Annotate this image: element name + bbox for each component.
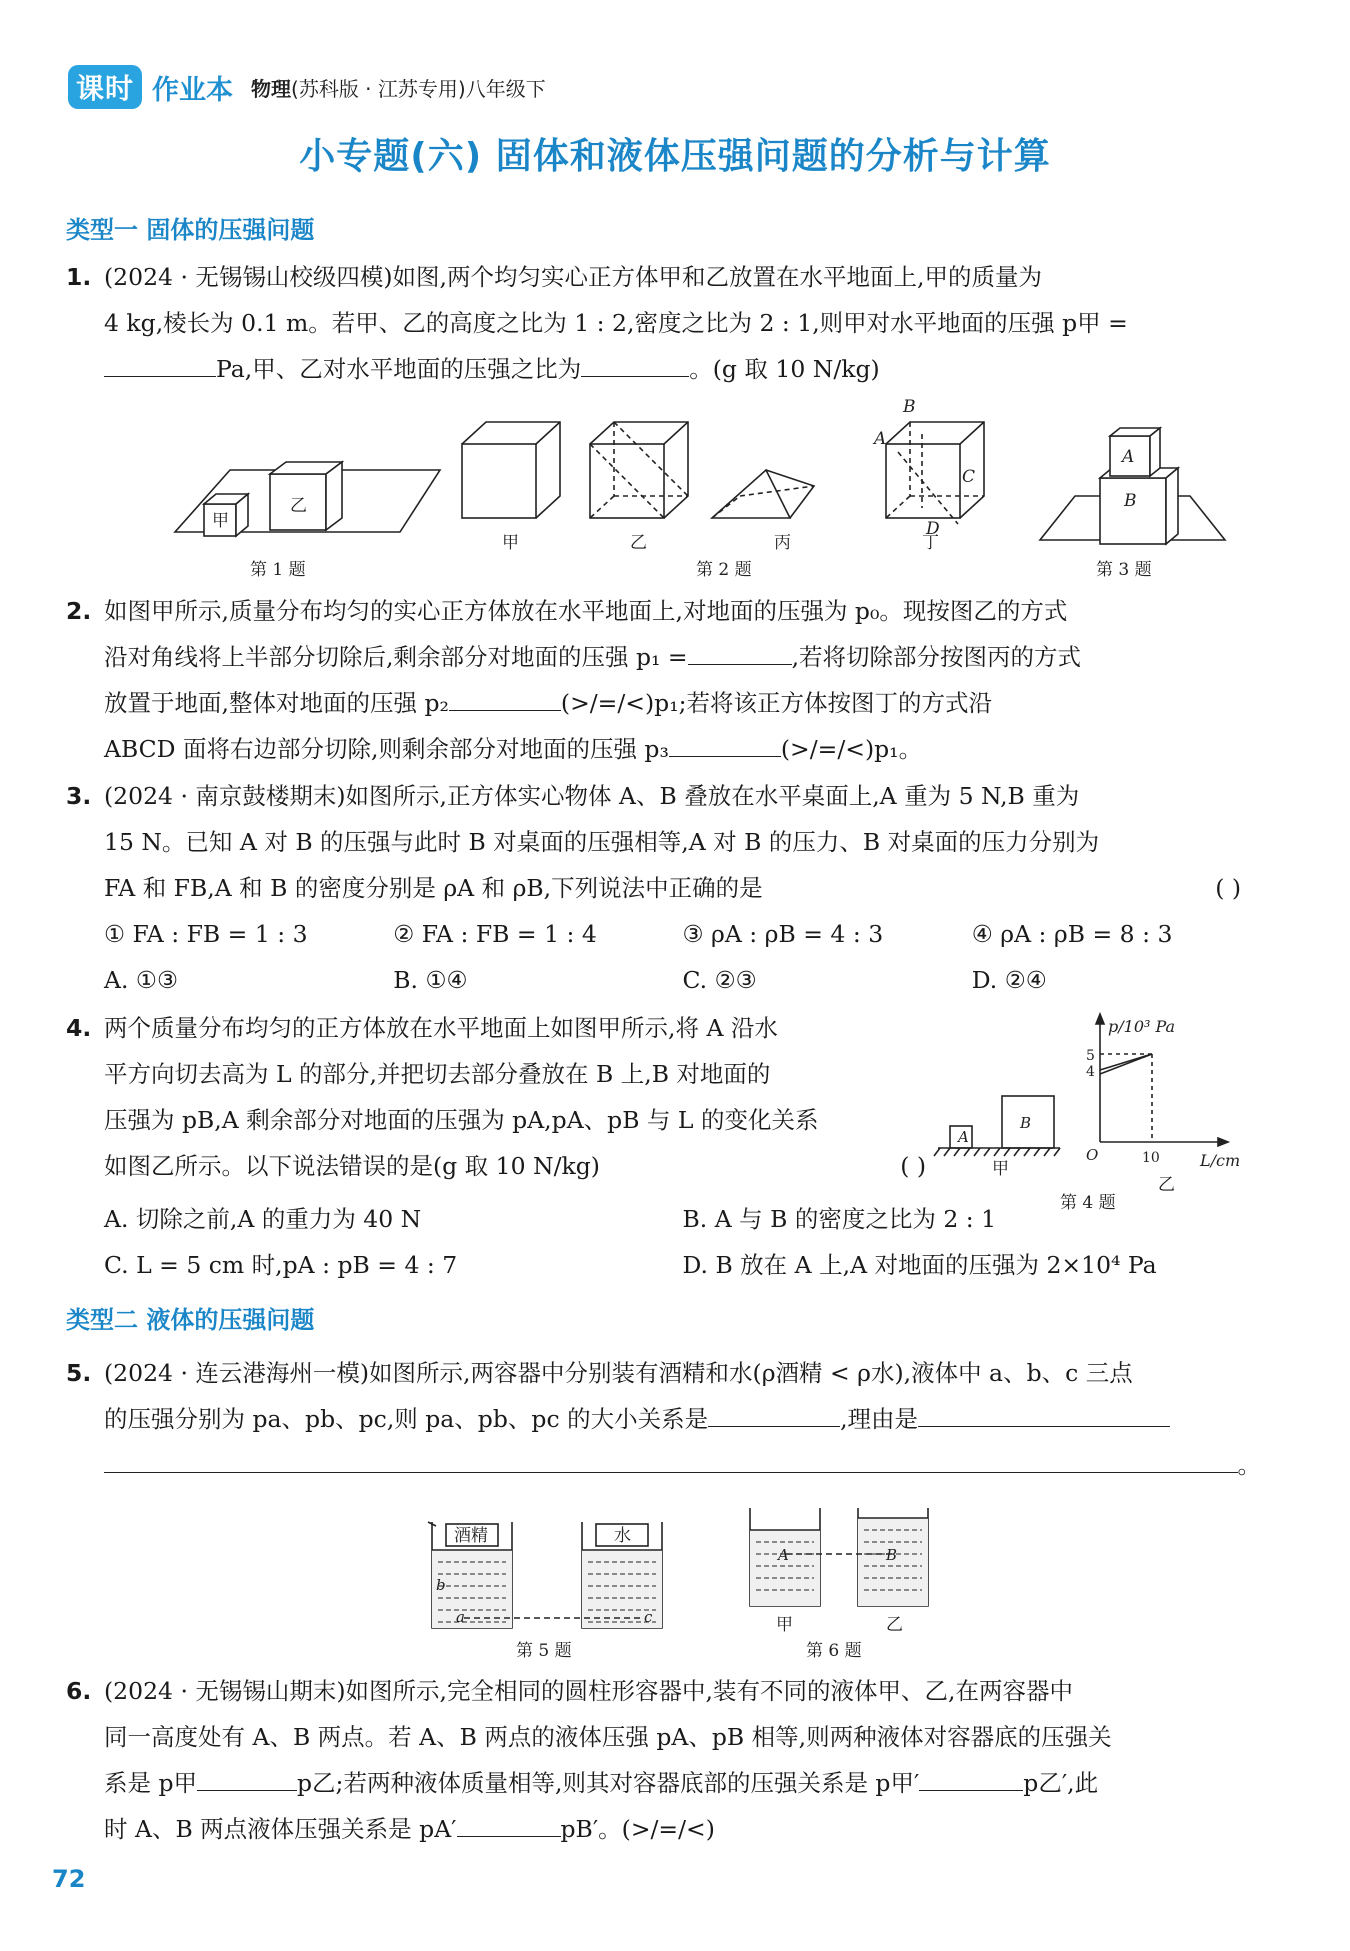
label-A: A [958, 1128, 969, 1146]
q5-line1: (2024 · 连云港海州一模)如图所示,两容器中分别装有酒精和水(ρ酒精 < ρ水),液体中 a、b、c 三点 [104, 1359, 1133, 1387]
section-heading-1: 类型一 固体的压强问题 [66, 216, 315, 244]
choice-option[interactable]: C. ②③ [682, 966, 757, 994]
page-header [68, 66, 546, 108]
q3-line3: FA 和 FB,A 和 B 的密度分别是 ρA 和 ρB,下列说法中正确的是 ( ) [104, 865, 1261, 911]
subject-label: 物理(苏科版 · 江苏专用)八年级下 [251, 76, 546, 101]
caption-fig2: 第 2 题 [696, 560, 752, 580]
label-jia: 甲 [776, 1615, 793, 1635]
question-6 [66, 1668, 1261, 1852]
answer-blank[interactable] [919, 1764, 1023, 1791]
choice-option[interactable]: C. L = 5 cm 时,pA : pB = 4 : 7 [104, 1251, 458, 1279]
point-b: b [436, 1576, 446, 1594]
answer-paren[interactable]: ( ) [1215, 874, 1241, 902]
caption-fig4: 第 4 题 [1060, 1193, 1116, 1213]
cube-fig2-jia [462, 444, 536, 518]
answer-blank[interactable] [104, 350, 216, 377]
tick-4: 4 [1086, 1064, 1095, 1080]
q5-line3: 。 [66, 1442, 1261, 1488]
origin-label: O [1086, 1146, 1099, 1164]
q6-line2: 同一高度处有 A、B 两点。若 A、B 两点的液体压强 pA、pB 相等,则两种液体对容器底的压强关 [104, 1723, 1112, 1751]
label-A: A [1122, 447, 1135, 467]
label-D: D [926, 519, 940, 539]
statement: ② FA : FB = 1 : 4 [393, 920, 597, 948]
choice-option[interactable]: A. 切除之前,A 的重力为 40 N [104, 1205, 422, 1233]
q2-line4: ABCD 面将右边部分切除,则剩余部分对地面的压强 p₃ (>/=/<)p₁。 [104, 726, 1261, 772]
figure-4 [930, 1010, 1260, 1213]
question-number: 1. [66, 263, 92, 291]
label-B: B [1124, 491, 1137, 511]
q6-line3: 系是 p甲 p乙;若两种液体质量相等,则其对容器底部的压强关系是 p甲′ p乙′,此 [104, 1760, 1261, 1806]
q3-line1: (2024 · 南京鼓楼期末)如图所示,正方体实心物体 A、B 叠放在水平桌面上,A 重为 5 N,B 重为 [104, 782, 1080, 810]
answer-blank[interactable] [449, 684, 561, 711]
label-ding: 丁 [922, 533, 939, 553]
choice-option[interactable]: D. ②④ [971, 966, 1047, 994]
answer-blank[interactable] [918, 1400, 1170, 1427]
q3-choices [104, 957, 1261, 1003]
answer-blank[interactable] [457, 1810, 561, 1837]
label-A: A [874, 429, 887, 449]
q3-statements [104, 911, 1261, 957]
answer-blank[interactable] [708, 1400, 840, 1427]
question-4 [66, 1005, 926, 1189]
label-yi: 乙 [1158, 1175, 1175, 1195]
q4-line4: 如图乙所示。以下说法错误的是(g 取 10 N/kg) ( ) [104, 1143, 926, 1189]
caption-fig5: 第 5 题 [516, 1641, 572, 1661]
answer-blank[interactable] [197, 1764, 297, 1791]
brand-name: 作业本 [152, 74, 234, 106]
question-5 [66, 1350, 1261, 1488]
page-number: 72 [52, 1865, 86, 1893]
logo: 课时 [68, 65, 142, 109]
q1-line3: Pa,甲、乙对水平地面的压强之比为 。(g 取 10 N/kg) [104, 346, 1261, 392]
answer-blank[interactable] [104, 1446, 1238, 1473]
q6-line1: (2024 · 无锡锡山期末)如图所示,完全相同的圆柱形容器中,装有不同的液体甲、乙,在两容器中 [104, 1677, 1073, 1705]
label-jia: 甲 [212, 511, 229, 531]
caption-fig3: 第 3 题 [1096, 560, 1152, 580]
q4-line1: 两个质量分布均匀的正方体放在水平地面上如图甲所示,将 A 沿水 [104, 1014, 778, 1042]
answer-blank[interactable] [669, 730, 781, 757]
label-water: 水 [614, 1526, 631, 1546]
q1-line1: (2024 · 无锡锡山校级四模)如图,两个均匀实心正方体甲和乙放置在水平地面上,甲的质量为 [104, 263, 1042, 291]
question-number: 4. [66, 1014, 92, 1042]
q2-line3: 放置于地面,整体对地面的压强 p₂ (>/=/<)p₁;若将该正方体按图丁的方式沿 [104, 680, 1261, 726]
q5-line2: 的压强分别为 pa、pb、pc,则 pa、pb、pc 的大小关系是 ,理由是 [104, 1396, 1261, 1442]
q2-line1: 如图甲所示,质量分布均匀的实心正方体放在水平地面上,对地面的压强为 p₀。现按图乙的方式 [104, 597, 1068, 625]
tick-5: 5 [1086, 1048, 1095, 1064]
figures-5-6 [420, 1490, 940, 1670]
label-C: C [962, 467, 976, 487]
q1-line2: 4 kg,棱长为 0.1 m。若甲、乙的高度之比为 1 : 2,密度之比为 2 : 1,则甲对水平地面的压强 p甲 = [104, 309, 1128, 337]
cube-fig2-yi [590, 444, 664, 518]
label-yi: 乙 [886, 1615, 903, 1635]
caption-fig1: 第 1 题 [250, 560, 306, 580]
tick-10: 10 [1142, 1150, 1160, 1166]
statement: ① FA : FB = 1 : 3 [104, 920, 308, 948]
label-yi: 乙 [630, 533, 647, 553]
question-number: 6. [66, 1677, 92, 1705]
q4-line2: 平方向切去高为 L 的部分,并把切去部分叠放在 B 上,B 对地面的 [104, 1060, 771, 1088]
figures-1-3 [0, 397, 1350, 590]
point-A: A [778, 1546, 789, 1564]
answer-blank[interactable] [688, 638, 792, 665]
section-heading-2: 类型二 液体的压强问题 [66, 1306, 315, 1334]
point-a: a [456, 1608, 465, 1626]
label-yi: 乙 [290, 496, 307, 516]
statement: ③ ρA : ρB = 4 : 3 [682, 920, 884, 948]
answer-paren[interactable]: ( ) [900, 1152, 926, 1180]
block-B [1100, 478, 1166, 544]
label-alcohol: 酒精 [454, 1526, 488, 1546]
pA-line [1100, 1054, 1152, 1070]
choice-option[interactable]: A. ①③ [104, 966, 179, 994]
q4-line3: 压强为 pB,A 剩余部分对地面的压强为 pA,pA、pB 与 L 的变化关系 [104, 1106, 819, 1134]
question-number: 5. [66, 1359, 92, 1387]
q6-line4: 时 A、B 两点液体压强关系是 pA′ pB′。(>/=/<) [104, 1806, 1261, 1852]
answer-blank[interactable] [581, 350, 689, 377]
choice-option[interactable]: D. B 放在 A 上,A 对地面的压强为 2×10⁴ Pa [682, 1251, 1157, 1279]
choice-option[interactable]: B. ①④ [393, 966, 468, 994]
label-jia: 甲 [992, 1159, 1009, 1179]
label-B: B [1020, 1114, 1032, 1132]
point-B: B [886, 1546, 898, 1564]
question-2 [66, 588, 1261, 772]
q2-line2: 沿对角线将上半部分切除后,剩余部分对地面的压强 p₁ = ,若将切除部分按图丙的方式 [104, 634, 1261, 680]
caption-fig6: 第 6 题 [806, 1641, 862, 1661]
point-c: c [644, 1608, 653, 1626]
q3-line2: 15 N。已知 A 对 B 的压强与此时 B 对桌面的压强相等,A 对 B 的压力、B 对桌面的压力分别为 [104, 828, 1100, 856]
question-1 [66, 254, 1261, 392]
question-3 [66, 773, 1261, 1003]
page-title: 小专题(六) 固体和液体压强问题的分析与计算 [299, 136, 1051, 177]
label-B: B [903, 397, 916, 417]
question-number: 2. [66, 597, 92, 625]
x-axis-label: L/cm [1200, 1151, 1241, 1170]
statement: ④ ρA : ρB = 8 : 3 [971, 920, 1173, 948]
label-bing: 丙 [774, 533, 791, 553]
y-axis-label: p/10³ Pa [1108, 1017, 1176, 1036]
label-jia: 甲 [502, 533, 519, 553]
choice-option[interactable]: B. A 与 B 的密度之比为 2 : 1 [682, 1205, 997, 1233]
question-number: 3. [66, 782, 92, 810]
